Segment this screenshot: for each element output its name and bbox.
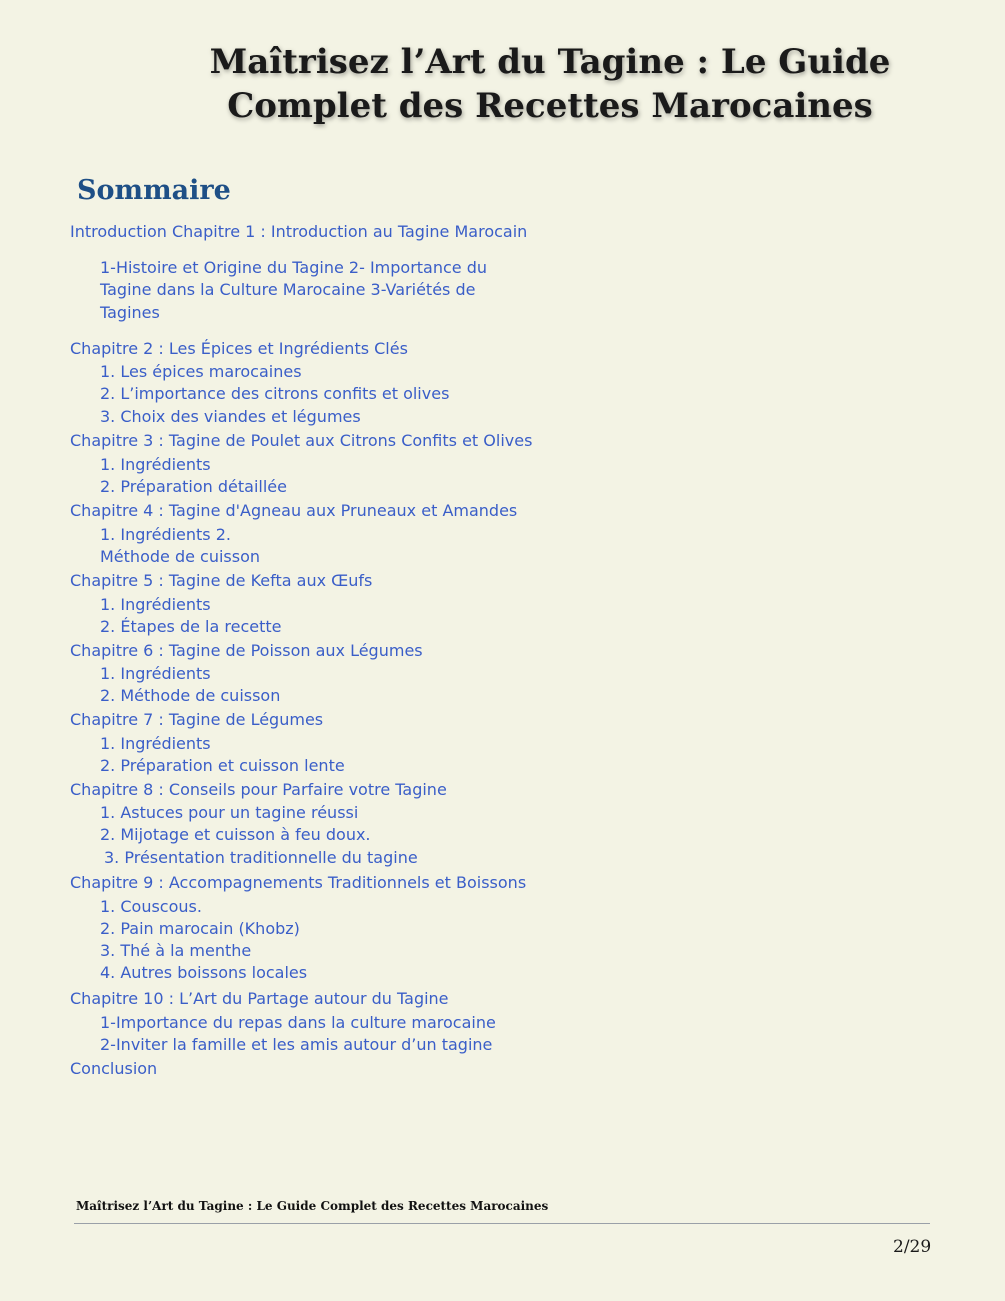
toc-subentry-chapter-8-3[interactable]: 3. Présentation traditionnelle du tagine bbox=[104, 848, 418, 867]
footer-divider bbox=[74, 1223, 930, 1224]
table-of-contents-heading: Sommaire bbox=[77, 175, 231, 206]
toc-subentry-chapter-3-2[interactable]: 2. Préparation détaillée bbox=[100, 477, 287, 496]
toc-subentry-chapter-7-2[interactable]: 2. Préparation et cuisson lente bbox=[100, 756, 345, 775]
toc-subentry-chapter-10-2[interactable]: 2-Inviter la famille et les amis autour d’un tagine bbox=[100, 1035, 493, 1054]
toc-subentry-chapter-6-1[interactable]: 1. Ingrédients bbox=[100, 664, 211, 683]
toc-subentry-chapter-9-4[interactable]: 4. Autres boissons locales bbox=[100, 963, 308, 982]
toc-entry-chapter-6[interactable]: Chapitre 6 : Tagine de Poisson aux Légumes bbox=[70, 641, 423, 660]
toc-entry-chapter-4[interactable]: Chapitre 4 : Tagine d'Agneau aux Pruneaux et Amandes bbox=[70, 501, 518, 520]
toc-subentry-chapter-6-2[interactable]: 2. Méthode de cuisson bbox=[100, 686, 281, 705]
toc-entry-chapter-8[interactable]: Chapitre 8 : Conseils pour Parfaire votre Tagine bbox=[70, 780, 447, 799]
toc-subentry-chapter-2-3[interactable]: 3. Choix des viandes et légumes bbox=[100, 407, 361, 426]
toc-entry-chapter-3[interactable]: Chapitre 3 : Tagine de Poulet aux Citrons Confits et Olives bbox=[70, 431, 533, 450]
page-number: 2/29 bbox=[893, 1237, 932, 1257]
toc-subentry-chapter-8-2[interactable]: 2. Mijotage et cuisson à feu doux. bbox=[100, 825, 371, 844]
toc-entry-conclusion[interactable]: Conclusion bbox=[70, 1059, 158, 1078]
toc-subentry-chapter-3-1[interactable]: 1. Ingrédients bbox=[100, 455, 211, 474]
toc-subentry-chapter-10-1[interactable]: 1-Importance du repas dans la culture marocaine bbox=[100, 1013, 496, 1032]
toc-subentry-chapter-5-2[interactable]: 2. Étapes de la recette bbox=[100, 617, 282, 636]
toc-subentry-introduction-line-3[interactable]: Tagines bbox=[100, 303, 160, 322]
toc-subentry-chapter-7-1[interactable]: 1. Ingrédients bbox=[100, 734, 211, 753]
toc-subentry-chapter-4-1[interactable]: 1. Ingrédients 2. bbox=[100, 525, 231, 544]
document-title-line-1: Maîtrisez l’Art du Tagine : Le Guide bbox=[209, 42, 891, 82]
toc-subentry-chapter-9-3[interactable]: 3. Thé à la menthe bbox=[100, 941, 252, 960]
toc-subentry-chapter-9-2[interactable]: 2. Pain marocain (Khobz) bbox=[100, 919, 300, 938]
toc-subentry-chapter-4-2[interactable]: Méthode de cuisson bbox=[100, 547, 261, 566]
toc-subentry-chapter-9-1[interactable]: 1. Couscous. bbox=[100, 897, 202, 916]
toc-entry-introduction[interactable]: Introduction Chapitre 1 : Introduction au Tagine Marocain bbox=[70, 222, 528, 241]
footer-document-title: Maîtrisez l’Art du Tagine : Le Guide Complet des Recettes Marocaines bbox=[76, 1199, 549, 1213]
document-title-line-2: Complet des Recettes Marocaines bbox=[227, 86, 873, 126]
toc-entry-chapter-5[interactable]: Chapitre 5 : Tagine de Kefta aux Œufs bbox=[70, 571, 373, 590]
toc-subentry-chapter-2-1[interactable]: 1. Les épices marocaines bbox=[100, 362, 302, 381]
toc-subentry-introduction-line-1[interactable]: 1-Histoire et Origine du Tagine 2- Importance du bbox=[100, 258, 488, 277]
toc-entry-chapter-7[interactable]: Chapitre 7 : Tagine de Légumes bbox=[70, 710, 324, 729]
toc-subentry-introduction-line-2[interactable]: Tagine dans la Culture Marocaine 3-Variétés de bbox=[100, 280, 476, 299]
toc-entry-chapter-10[interactable]: Chapitre 10 : L’Art du Partage autour du Tagine bbox=[70, 989, 449, 1008]
toc-entry-chapter-9[interactable]: Chapitre 9 : Accompagnements Traditionnels et Boissons bbox=[70, 873, 527, 892]
toc-entry-chapter-2[interactable]: Chapitre 2 : Les Épices et Ingrédients Clés bbox=[70, 339, 408, 358]
toc-subentry-chapter-5-1[interactable]: 1. Ingrédients bbox=[100, 595, 211, 614]
toc-subentry-chapter-2-2[interactable]: 2. L’importance des citrons confits et olives bbox=[100, 384, 450, 403]
toc-subentry-chapter-8-1[interactable]: 1. Astuces pour un tagine réussi bbox=[100, 803, 359, 822]
